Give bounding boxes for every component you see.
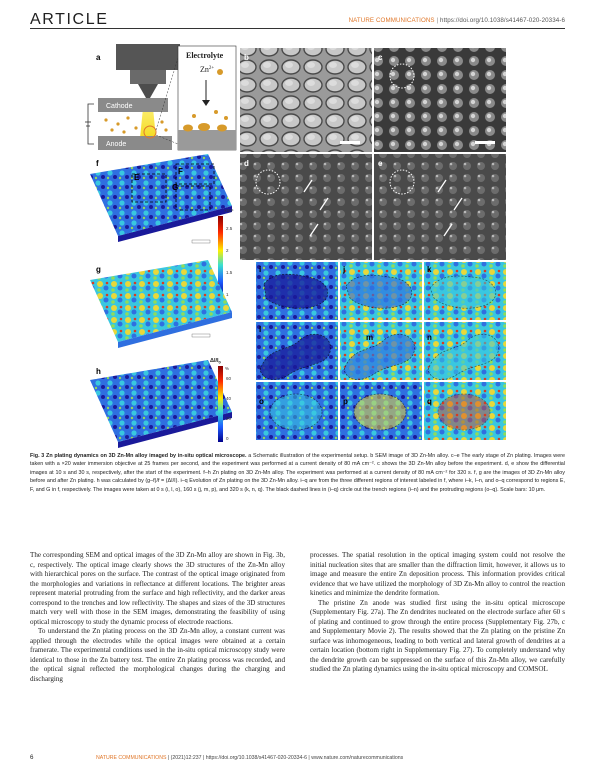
panel-label-j: j xyxy=(343,265,346,274)
optical-image-c xyxy=(374,48,506,152)
footer-citation xyxy=(96,755,403,761)
panel-label-g: g xyxy=(96,265,101,274)
electrolyte-label: Electrolyte xyxy=(186,51,224,60)
colorbar-h-tick-2: 20 xyxy=(226,416,232,421)
colorbar-f-tick-3: 1 xyxy=(226,292,229,297)
panel-n xyxy=(424,322,506,380)
colorbar-f-tick-0: 2.5 xyxy=(226,226,233,231)
circuit-wire xyxy=(88,104,94,144)
panel-g-surface xyxy=(90,260,232,348)
colorbar-h-title-main: ΔI/I xyxy=(210,358,219,364)
colorbar-h-tick-1: 40 xyxy=(226,396,232,401)
panel-l xyxy=(256,322,338,380)
body-paragraph: processes. The spatial resolution in the optical imaging system could not resolve the initial nucleation sites that are smaller than the diffraction limit, however, it allows us to image and measure the entire Zn deposition process. This information provides critical evidence that we have utilized the morphology of 3D Zn-Mn alloy to control the reaction kinetics and minimize the dendrite formation. xyxy=(310,551,565,598)
caption-lead: Fig. 3 Zn plating dynamics on 3D Zn-Mn alloy imaged by in-situ optical microscope. xyxy=(30,453,247,459)
footer-doi-line[interactable]: | (2021)12:237 | https://doi.org/10.1038/s41467-020-20334-6 | www.nature.com/naturecommunications xyxy=(167,755,404,761)
panel-label-d: d xyxy=(244,159,249,168)
panel-label-n: n xyxy=(427,333,432,342)
colorbar-intensity xyxy=(218,208,234,298)
colorbar-h-title-sub: 0 xyxy=(218,359,221,365)
colorbar-f-exponent: ×10⁴ xyxy=(224,208,234,213)
objective-tip xyxy=(138,84,158,98)
region-label-g: G xyxy=(172,183,179,192)
scale-bar-c xyxy=(475,141,495,144)
header-separator: | xyxy=(436,17,439,24)
panel-o xyxy=(256,382,338,440)
diff-image-d xyxy=(240,154,372,260)
region-label-f: F xyxy=(178,167,183,176)
region-label-e: E xyxy=(134,173,140,182)
colorbar-f-tick-1: 2 xyxy=(226,248,229,253)
header-journal-doi xyxy=(349,17,565,24)
colorbar-h-tick-0: 60 xyxy=(226,376,232,381)
panel-e-differential xyxy=(374,154,506,260)
panel-p xyxy=(340,382,422,440)
panel-a-schematic xyxy=(85,44,236,150)
panel-d-differential xyxy=(240,154,372,260)
panel-m xyxy=(340,322,422,380)
body-column-right xyxy=(310,551,565,675)
zn-ion-charge: 2+ xyxy=(208,66,215,71)
panel-j xyxy=(340,262,422,320)
panel-c-optical xyxy=(374,48,506,152)
colorbar-h-title xyxy=(210,358,222,365)
panel-label-i: i xyxy=(259,265,262,274)
page-number: 6 xyxy=(30,754,34,761)
body-paragraph: To understand the Zn plating process on the 3D Zn-Mn alloy, a constant current was applied through the electrodes while the optical images were obtained at a certain framerate. The experimental conditions used in the in-situ optical microscopy study were identical to those in the Zn battery test. The entire Zn plating process was recorded, and the optical signal reflected the morphological changes during the charging and discharging xyxy=(30,627,285,683)
panel-label-e: e xyxy=(378,159,383,168)
microscope-body xyxy=(116,44,180,70)
zn-ion-dot xyxy=(217,69,223,75)
panel-b-sem xyxy=(240,48,372,152)
panel-f-surface xyxy=(90,154,232,243)
panel-k xyxy=(424,262,506,320)
panel-label-o: o xyxy=(259,397,264,406)
cathode-label: Cathode xyxy=(106,103,133,110)
objective-lens xyxy=(130,70,166,84)
panel-label-m: m xyxy=(366,333,374,342)
panel-label-c: c xyxy=(378,53,383,62)
footer-journal[interactable]: NATURE COMMUNICATIONS xyxy=(96,755,167,761)
scale-bar-g xyxy=(192,334,210,337)
figure-caption xyxy=(30,452,565,494)
scale-bar-b xyxy=(340,141,360,144)
surface-g xyxy=(90,260,232,342)
panel-label-q: q xyxy=(427,397,432,406)
panels-i-to-q xyxy=(256,262,506,440)
body-paragraph: The pristine Zn anode was studied first using the in-situ optical microscope (Supplementary Fig. 27a). The Zn dendrites nucleated on the electrode surface after 60 s of plating and continued to grow through the entire process (Supplementary Fig. 27b, c and Supplementary Movie 2). The results showed that the Zn plating on the pristine Zn surface was inhomogeneous, leading to both vertical and lateral growth of dendrites at a certain location (bottom right in Supplementary Fig. 27). To completely understand why the dendrite growth can be suppressed on the surface of this Zn-Mn alloy, we carefully studied the Zn plating dynamics using the in-situ optical microscopy and COMSOL xyxy=(310,598,565,674)
panel-label-k: k xyxy=(427,265,432,274)
anode-label: Anode xyxy=(106,141,127,148)
figure-3 xyxy=(82,40,512,450)
sem-image xyxy=(240,48,372,152)
colorbar-h-tick-3: 0 xyxy=(226,436,229,441)
panel-label-l: l xyxy=(259,325,262,334)
panel-label-p: p xyxy=(343,397,348,406)
surface-h xyxy=(90,360,232,442)
body-column-left xyxy=(30,551,285,684)
caption-body: a Schematic illustration of the experimental setup. b SEM image of 3D Zn-Mn alloy. c–e The early stage of Zn plating. Images were taken with a ×20 water immersion objective at 25 frames per second, and the experiment was performed at a current density of 80 mA cm⁻². c shows the 3D Zn-Mn alloy before the experiment. d, e show the differential images at 10 s and 30 s, respectively, after the start of the experiment. f–h Zn plating on 3D Zn-Mn alloy. The experiment was performed at a current density of 80 mA cm⁻² for 320 s. f, g are the images of 3D Zn-Mn alloy before and after Zn plating. h was calculated by (g–f)/f = (ΔI/I). i–q Evolution of Zn plating on the 3D Zn-Mn alloy. i–q are from the three different regions of interest labeled in f, where i–k, l–n, and o–q correspond to regions E, F, and G in f, respectively. The images were taken at 0 s (i, l, o), 160 s (j, m, p), and 320 s (k, n, q). The black dashed lines in (i–q) circle out the trench regions (i–n) and the protruding regions (o–q). Scale bars: 10 μm. xyxy=(30,453,565,493)
panel-label-f: f xyxy=(96,159,99,168)
header-journal[interactable]: NATURE COMMUNICATIONS xyxy=(348,17,435,24)
panel-q xyxy=(424,382,506,440)
header-doi-link[interactable]: https://doi.org/10.1038/s41467-020-20334-6 xyxy=(440,17,565,24)
colorbar-h-unit: % xyxy=(225,366,230,371)
zn-ion-symbol: Zn xyxy=(200,65,209,74)
header-rule xyxy=(30,28,565,29)
inset-substrate xyxy=(178,130,236,150)
surface-f xyxy=(90,154,232,236)
panel-h-surface xyxy=(90,360,232,448)
colorbar-f-tick-2: 1.5 xyxy=(226,270,233,275)
scale-bar-f xyxy=(192,240,210,243)
body-paragraph: The corresponding SEM and optical images of the 3D Zn-Mn alloy are shown in Fig. 3b, c, respectively. The optical image clearly shows the 3D structures of the Zn-Mn alloy with hierarchical pores on the surface. The contrast of the optical image originated from the morphologies and variations in reflectance at different locations. The brighter areas represent material protruding from the surface and high reflectivity, and the darker areas correspond to the trenches and low reflectivity. The shapes and sizes of the 3D structures match very well with those in the SEM images, demonstrating the feasibility of using optical microscopy to study the dynamic process of electrode reactions. xyxy=(30,551,285,626)
panel-label-a: a xyxy=(96,53,101,62)
section-label: ARTICLE xyxy=(30,11,109,28)
zinc-ion-dots xyxy=(104,116,167,133)
panel-label-h: h xyxy=(96,367,101,376)
diff-image-e xyxy=(374,154,506,260)
panel-i xyxy=(256,262,338,320)
panel-label-b: b xyxy=(244,53,249,62)
colorbar-h-gradient xyxy=(218,366,223,442)
